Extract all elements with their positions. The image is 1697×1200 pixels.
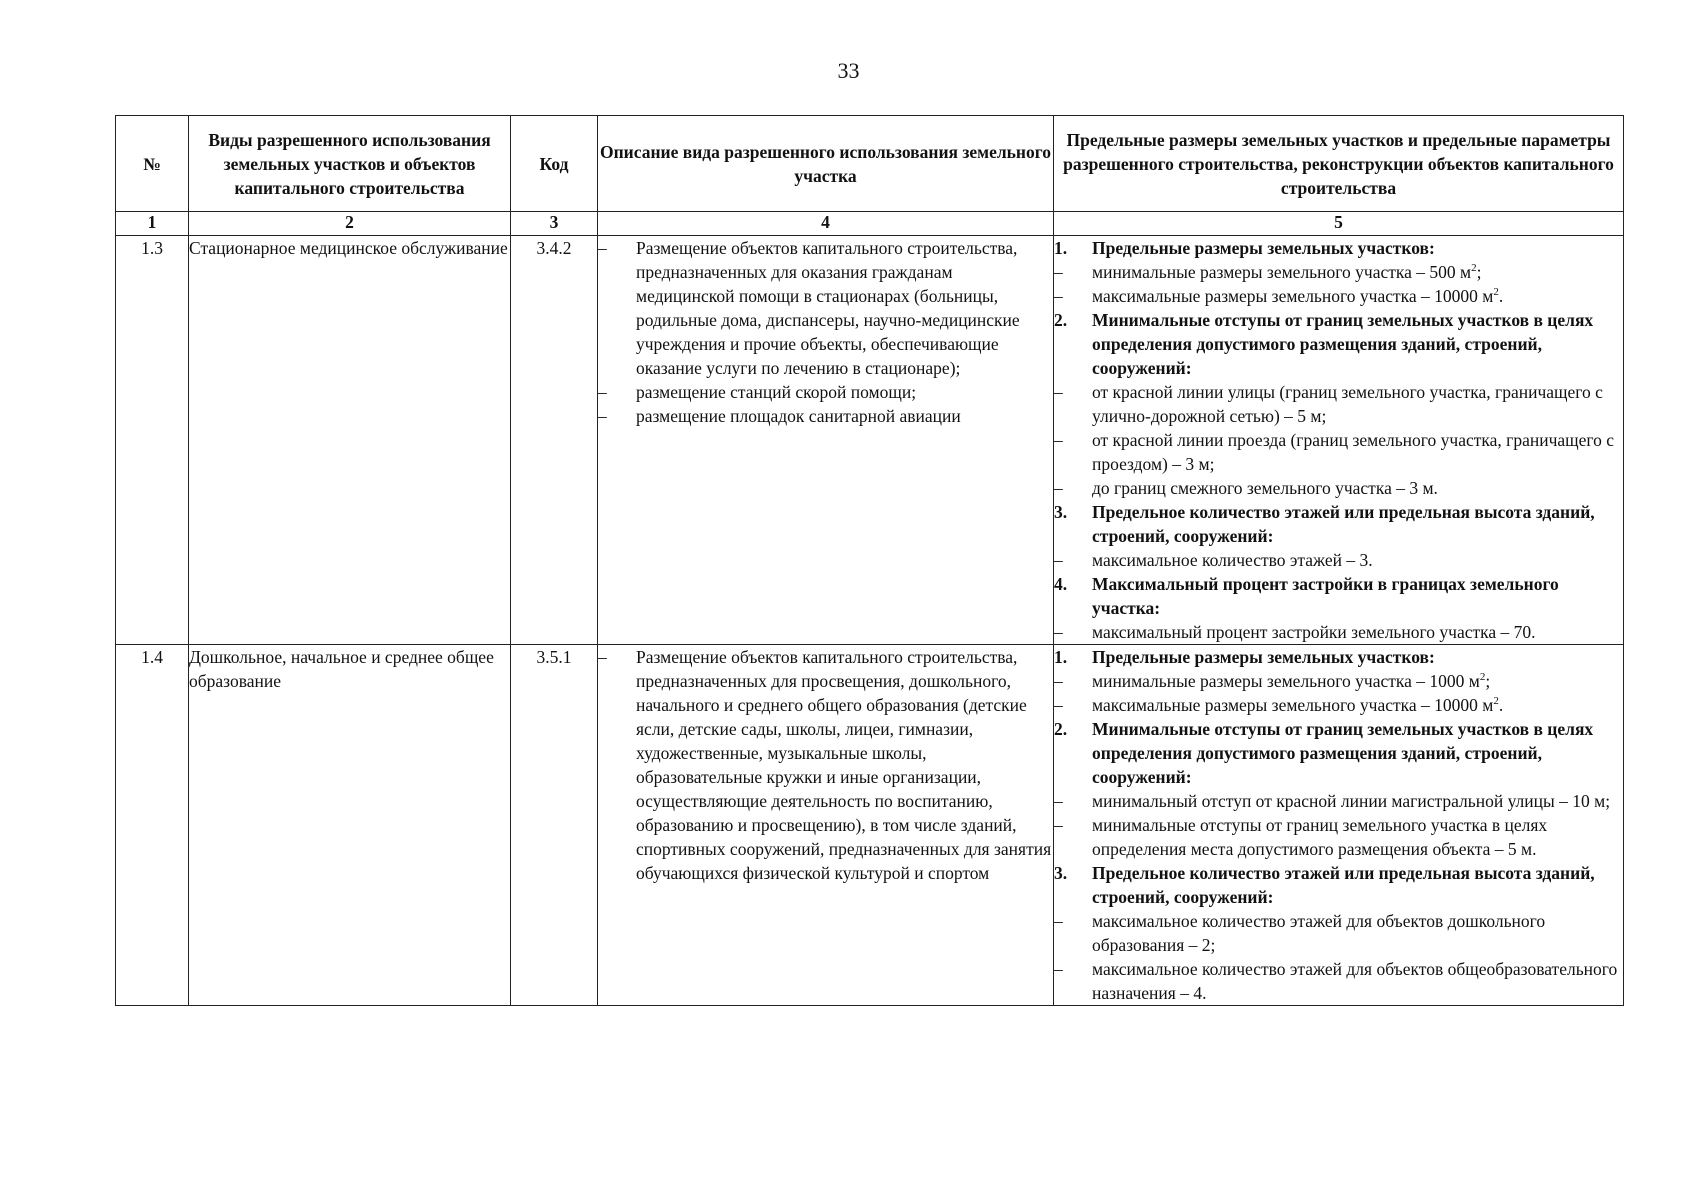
parameter-text bbox=[1092, 236, 1623, 260]
description-item bbox=[598, 380, 1053, 404]
description-text: размещение станций скорой помощи; bbox=[636, 382, 917, 402]
parameter-main-text: Максимальный процент застройки в границах земельного участка: bbox=[1092, 574, 1559, 618]
use-code: 3.5.1 bbox=[511, 645, 598, 1006]
list-marker: – bbox=[1054, 382, 1063, 402]
parameter-heading bbox=[1054, 572, 1623, 620]
parameter-main-text: минимальные отступы от границ земельного участка в целях определения места допустимого размещения объекта – 5 м. bbox=[1092, 815, 1548, 859]
list-marker: – bbox=[1054, 671, 1063, 691]
parameter-text bbox=[1092, 284, 1623, 308]
column-number: 5 bbox=[1054, 212, 1624, 236]
parameter-main-text: от красной линии проезда (границ земельного участка, граничащего с проездом) – 3 м; bbox=[1092, 430, 1615, 474]
column-number: 2 bbox=[189, 212, 511, 236]
parameter-heading bbox=[1054, 861, 1623, 909]
row-number: 1.4 bbox=[116, 645, 189, 1006]
parameter-main-text: Предельное количество этажей или предельная высота зданий, строений, сооружений: bbox=[1092, 502, 1595, 546]
parameter-main-text: Предельные размеры земельных участков: bbox=[1092, 647, 1435, 667]
parameter-text bbox=[1092, 572, 1623, 620]
list-marker: – bbox=[1054, 791, 1063, 811]
description-item bbox=[598, 645, 1053, 885]
list-marker: – bbox=[1054, 478, 1063, 498]
parameter-main-text: максимальные размеры земельного участка – 10000 м bbox=[1092, 695, 1494, 715]
list-marker: – bbox=[598, 406, 607, 426]
parameter-text bbox=[1092, 909, 1623, 957]
parameter-text bbox=[1092, 260, 1623, 284]
superscript: 2 bbox=[1479, 671, 1486, 684]
parameter-main-text: Предельное количество этажей или предельная высота зданий, строений, сооружений: bbox=[1092, 863, 1595, 907]
parameter-main-text: максимальные размеры земельного участка – 10000 м bbox=[1092, 286, 1494, 306]
description-item bbox=[598, 404, 1053, 428]
parameter-main-text: максимальное количество этажей для объектов дошкольного образования – 2; bbox=[1092, 911, 1546, 955]
list-marker: – bbox=[1054, 550, 1063, 570]
table-row bbox=[116, 236, 1624, 645]
list-marker: – bbox=[1054, 286, 1063, 306]
list-marker: 3. bbox=[1054, 863, 1068, 883]
list-marker: 4. bbox=[1054, 574, 1068, 594]
header-row bbox=[116, 116, 1624, 212]
header-description: Описание вида разрешенного использования земельного участка bbox=[598, 116, 1054, 212]
header-code: Код bbox=[511, 116, 598, 212]
parameter-main-text: минимальные размеры земельного участка – 500 м bbox=[1092, 262, 1472, 282]
parameter-item bbox=[1054, 260, 1623, 284]
parameter-main-text: Минимальные отступы от границ земельных участков в целях определения допустимого размещения зданий, строений, сооружений: bbox=[1092, 719, 1594, 787]
parameter-main-text: Минимальные отступы от границ земельных участков в целях определения допустимого размещения зданий, строений, сооружений: bbox=[1092, 310, 1594, 378]
column-number: 4 bbox=[598, 212, 1054, 236]
parameter-item bbox=[1054, 909, 1623, 957]
parameter-text bbox=[1092, 380, 1623, 428]
construction-parameters bbox=[1054, 645, 1624, 1006]
use-description bbox=[598, 645, 1054, 1006]
parameter-main-text: до границ смежного земельного участка – 3 м. bbox=[1092, 478, 1438, 498]
parameter-main-text: максимальное количество этажей – 3. bbox=[1092, 550, 1373, 570]
list-marker: – bbox=[1054, 815, 1063, 835]
parameter-text bbox=[1092, 669, 1623, 693]
list-marker: – bbox=[1054, 911, 1063, 931]
description-item bbox=[598, 236, 1053, 380]
parameter-item bbox=[1054, 620, 1623, 644]
parameter-tail: ; bbox=[1476, 262, 1482, 282]
parameter-item bbox=[1054, 380, 1623, 428]
list-marker: 1. bbox=[1054, 647, 1068, 667]
list-marker: – bbox=[598, 238, 607, 258]
parameter-text bbox=[1092, 717, 1623, 789]
description-text: размещение площадок санитарной авиации bbox=[636, 406, 961, 426]
list-marker: – bbox=[1054, 262, 1063, 282]
parameter-item bbox=[1054, 284, 1623, 308]
parameter-main-text: Предельные размеры земельных участков: bbox=[1092, 238, 1435, 258]
header-num: № bbox=[116, 116, 189, 212]
parameter-item bbox=[1054, 789, 1623, 813]
parameter-main-text: максимальное количество этажей для объектов общеобразовательного назначения – 4. bbox=[1092, 959, 1618, 1003]
parameter-item bbox=[1054, 548, 1623, 572]
parameter-tail: . bbox=[1498, 286, 1504, 306]
list-marker: – bbox=[598, 382, 607, 402]
use-kind: Дошкольное, начальное и среднее общее образование bbox=[189, 645, 511, 1006]
parameter-text bbox=[1092, 476, 1623, 500]
list-marker: 3. bbox=[1054, 502, 1068, 522]
description-text: Размещение объектов капитального строительства, предназначенных для оказания гражданам медицинской помощи в стационарах (больницы, родильные дома, диспансеры, научно-медицинские учреждения и прочие объекты, обеспечивающие оказание услуги по лечению в стационаре); bbox=[636, 238, 1020, 378]
parameter-main-text: минимальный отступ от красной линии магистральной улицы – 10 м; bbox=[1092, 791, 1611, 811]
table-row bbox=[116, 645, 1624, 1006]
parameter-heading bbox=[1054, 308, 1623, 380]
parameter-heading bbox=[1054, 645, 1623, 669]
parameter-main-text: от красной линии улицы (границ земельного участка, граничащего с улично-дорожной сетью) – 5 м; bbox=[1092, 382, 1603, 426]
list-marker: – bbox=[1054, 959, 1063, 979]
parameter-text bbox=[1092, 645, 1623, 669]
parameter-text bbox=[1092, 693, 1623, 717]
list-marker: 2. bbox=[1054, 719, 1068, 739]
construction-parameters bbox=[1054, 236, 1624, 645]
parameter-heading bbox=[1054, 236, 1623, 260]
parameter-text bbox=[1092, 548, 1623, 572]
use-kind: Стационарное медицинское обслуживание bbox=[189, 236, 511, 645]
parameter-text bbox=[1092, 861, 1623, 909]
row-number: 1.3 bbox=[116, 236, 189, 645]
parameter-item bbox=[1054, 669, 1623, 693]
list-marker: 1. bbox=[1054, 238, 1068, 258]
parameter-main-text: максимальный процент застройки земельного участка – 70. bbox=[1092, 622, 1536, 642]
superscript: 2 bbox=[1493, 695, 1499, 708]
parameter-item bbox=[1054, 693, 1623, 717]
parameter-heading bbox=[1054, 500, 1623, 548]
parameter-item bbox=[1054, 428, 1623, 476]
list-marker: – bbox=[1054, 695, 1063, 715]
parameter-text bbox=[1092, 308, 1623, 380]
superscript: 2 bbox=[1493, 286, 1499, 299]
parameter-text bbox=[1092, 620, 1623, 644]
parameter-heading bbox=[1054, 717, 1623, 789]
header-kind: Виды разрешенного использования земельных участков и объектов капитального строительства bbox=[189, 116, 511, 212]
column-number: 1 bbox=[116, 212, 189, 236]
column-number: 3 bbox=[511, 212, 598, 236]
parameter-item bbox=[1054, 957, 1623, 1005]
parameter-text bbox=[1092, 813, 1623, 861]
use-description bbox=[598, 236, 1054, 645]
land-use-table bbox=[115, 115, 1624, 1006]
parameter-item bbox=[1054, 813, 1623, 861]
parameter-text bbox=[1092, 789, 1623, 813]
list-marker: – bbox=[1054, 622, 1063, 642]
parameter-text bbox=[1092, 500, 1623, 548]
header-params: Предельные размеры земельных участков и предельные параметры разрешенного строительства, реконструкции объектов капитального строительства bbox=[1054, 116, 1624, 212]
parameter-tail: . bbox=[1498, 695, 1504, 715]
superscript: 2 bbox=[1471, 262, 1477, 275]
list-marker: – bbox=[598, 647, 607, 667]
parameter-text bbox=[1092, 957, 1623, 1005]
list-marker: – bbox=[1054, 430, 1063, 450]
list-marker: 2. bbox=[1054, 310, 1068, 330]
parameter-item bbox=[1054, 476, 1623, 500]
parameter-tail: ; bbox=[1485, 671, 1491, 691]
parameter-text bbox=[1092, 428, 1623, 476]
parameter-main-text: минимальные размеры земельного участка – 1000 м bbox=[1092, 671, 1480, 691]
description-text: Размещение объектов капитального строительства, предназначенных для просвещения, дошкольного, начального и среднего общего образования (детские ясли, детские сады, школы, лицеи, гимназии, художественные, музыкальные школы, образовательные кружки и иные организации, осуществляющие деятельность по воспитанию, образованию и просвещению), в том числе зданий, спортивных сооружений, предназначенных для занятия обучающихся физической культурой и спортом bbox=[636, 647, 1052, 883]
use-code: 3.4.2 bbox=[511, 236, 598, 645]
page-number: 33 bbox=[837, 58, 860, 83]
column-number-row bbox=[116, 212, 1624, 236]
